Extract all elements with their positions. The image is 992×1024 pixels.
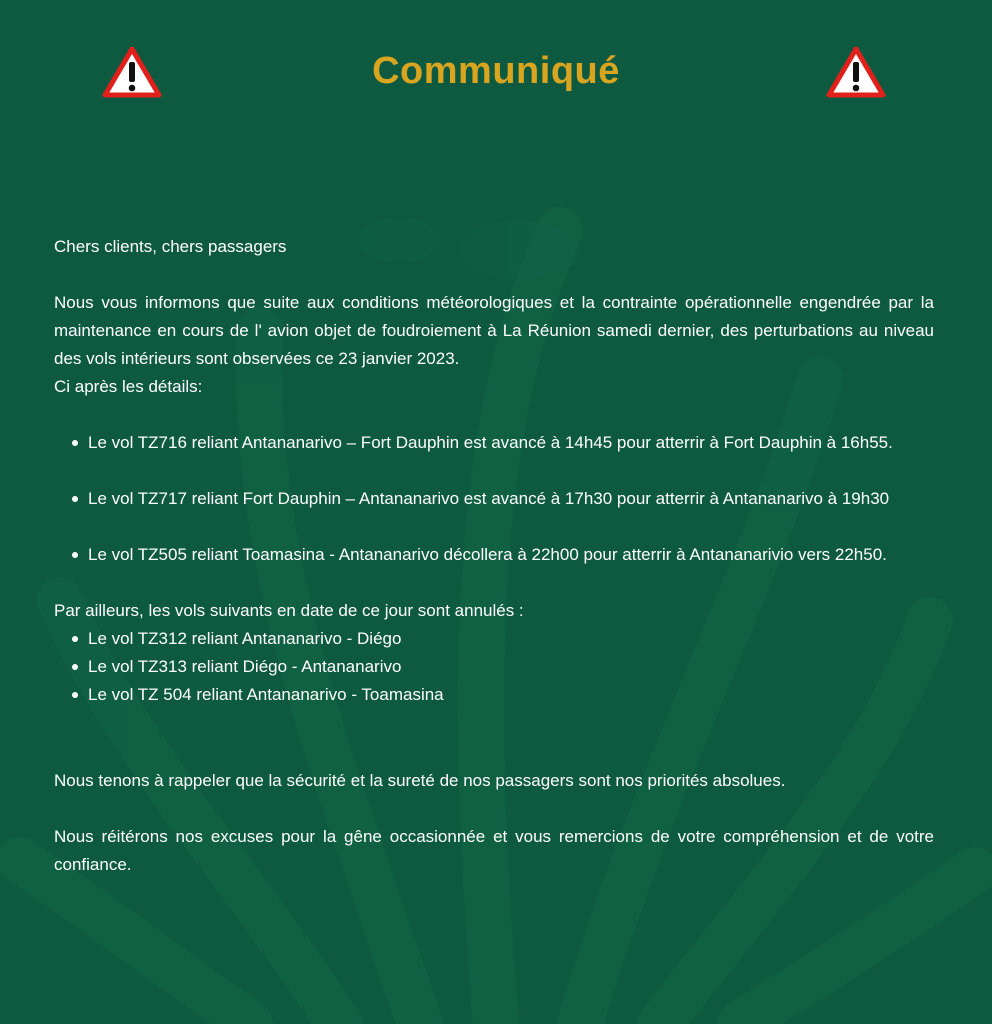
list-item: Le vol TZ716 reliant Antananarivo – Fort Dauphin est avancé à 14h45 pour atterrir à Fort Dauphin à 16h55. xyxy=(54,429,934,457)
list-item: Le vol TZ 504 reliant Antananarivo - Toamasina xyxy=(54,681,934,709)
details-heading: Ci après les détails: xyxy=(54,377,203,396)
intro-paragraph: Nous vous informons que suite aux conditions météorologiques et la contrainte opérationnelle engendrée par la maintenance en cours de l' avion objet de foudroiement à La Réunion samedi dernier, des perturbations au niveau des vols intérieurs sont observées ce 23 janvier 2023. xyxy=(54,293,934,368)
page-title: Communiqué xyxy=(372,50,620,92)
safety-paragraph: Nous tenons à rappeler que la sécurité et la sureté de nos passagers sont nos priorités absolues. xyxy=(54,771,786,790)
list-item: Le vol TZ717 reliant Fort Dauphin – Antananarivo est avancé à 17h30 pour atterrir à Antananarivo à 19h30 xyxy=(54,485,934,513)
list-item: Le vol TZ505 reliant Toamasina - Antananarivo décollera à 22h00 pour atterrir à Antananarivio vers 22h50. xyxy=(54,541,934,569)
header xyxy=(0,40,992,110)
warning-triangle-icon xyxy=(826,46,886,98)
announcement-body xyxy=(54,233,934,879)
cancel-heading: Par ailleurs, les vols suivants en date de ce jour sont annulés : xyxy=(54,601,524,620)
greeting: Chers clients, chers passagers xyxy=(54,237,287,256)
list-item: Le vol TZ313 reliant Diégo - Antananarivo xyxy=(54,653,934,681)
list-item: Le vol TZ312 reliant Antananarivo - Diégo xyxy=(54,625,934,653)
closing-paragraph: Nous réitérons nos excuses pour la gêne occasionnée et vous remercions de votre compréhension et de votre confiance. xyxy=(54,827,934,874)
